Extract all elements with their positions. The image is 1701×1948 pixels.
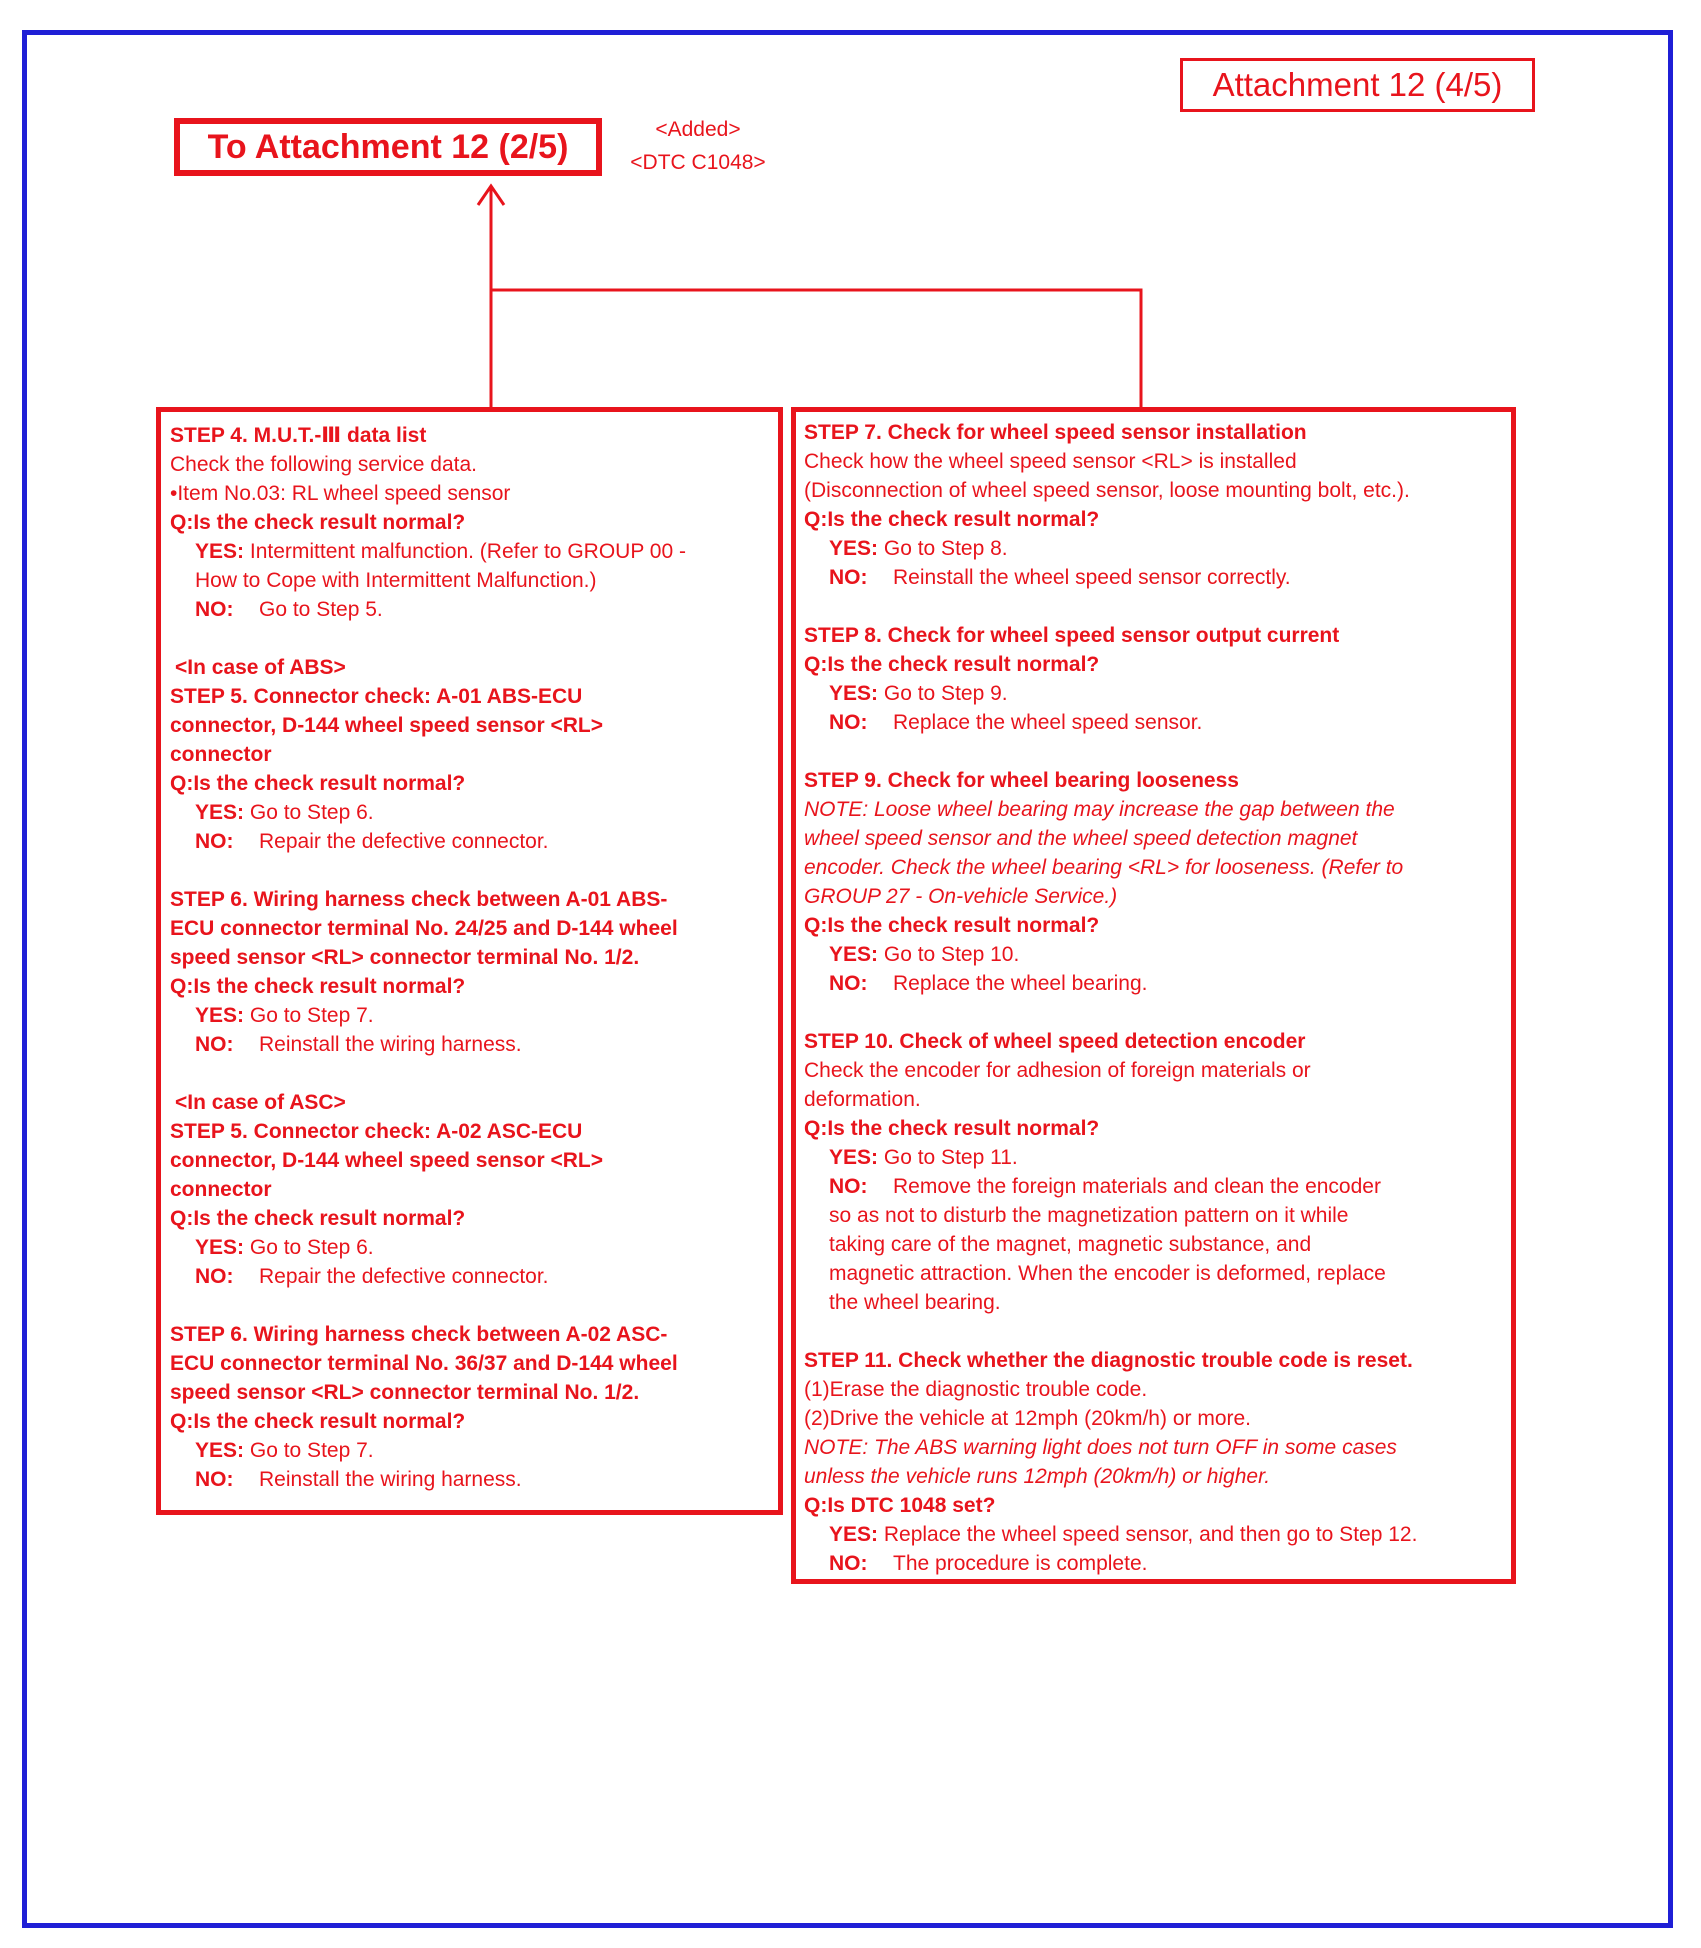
step4-question: Q:Is the check result normal? [170,511,466,534]
step8-question: Q:Is the check result normal? [804,653,1100,676]
attachment-label: Attachment 12 (4/5) [1180,58,1535,112]
no-label: NO: [829,711,868,734]
step9-title: STEP 9. Check for wheel bearing looseness [804,769,1239,792]
step10-no-text-3: taking care of the magnet, magnetic substance, and [829,1233,1312,1256]
step7-title: STEP 7. Check for wheel speed sensor installation [804,421,1307,444]
step10-no-text-4: magnetic attraction. When the encoder is deformed, replace [829,1262,1386,1285]
step4-yes [170,537,770,566]
step7-no [804,563,1503,592]
step11-yes [804,1520,1503,1549]
abs-step6-yes [170,1001,770,1030]
asc-step6-no-text: Reinstall the wiring harness. [259,1468,522,1491]
step11-question: Q:Is DTC 1048 set? [804,1494,996,1517]
asc-step5-question: Q:Is the check result normal? [170,1207,466,1230]
step9-no [804,969,1503,998]
step10-no-text-1: Remove the foreign materials and clean the encoder [893,1175,1381,1198]
left-procedure-box [156,407,783,1515]
step11-no [804,1549,1503,1578]
asc-step5-title-3: connector [170,1178,272,1201]
step8-yes [804,679,1503,708]
abs-step5-title-2: connector, D-144 wheel speed sensor <RL> [170,714,603,737]
step10-question: Q:Is the check result normal? [804,1117,1100,1140]
asc-step5-yes-text: Go to Step 6. [249,1236,374,1259]
step10-title: STEP 10. Check of wheel speed detection encoder [804,1030,1306,1053]
abs-step5-title-3: connector [170,743,272,766]
step7-yes-text: Go to Step 8. [883,537,1008,560]
step10-yes-text: Go to Step 11. [883,1146,1018,1169]
step11-yes-text: Replace the wheel speed sensor, and then go to Step 12. [883,1523,1418,1546]
yes-label: YES: [829,1146,879,1169]
step10-no-text-2: so as not to disturb the magnetization pattern on it while [829,1204,1349,1227]
asc-step5-no-text: Repair the defective connector. [259,1265,549,1288]
yes-label: YES: [829,1523,879,1546]
abs-step5-no [170,827,770,856]
step4-no-text: Go to Step 5. [259,598,383,621]
step9-note-3: encoder. Check the wheel bearing <RL> for looseness. (Refer to [804,856,1404,879]
step11-note-2: unless the vehicle runs 12mph (20km/h) or higher. [804,1465,1271,1488]
step10-line2: deformation. [804,1088,921,1111]
no-label: NO: [195,1265,234,1288]
step7-yes [804,534,1503,563]
no-label: NO: [829,566,868,589]
asc-step5-title-2: connector, D-144 wheel speed sensor <RL> [170,1149,603,1172]
yes-label: YES: [195,1236,245,1259]
step10-no-text-5: the wheel bearing. [829,1291,1001,1314]
step10-yes [804,1143,1503,1172]
abs-step5-no-text: Repair the defective connector. [259,830,549,853]
step11-line2: (2)Drive the vehicle at 12mph (20km/h) or more. [804,1407,1251,1430]
asc-step6-title-3: speed sensor <RL> connector terminal No. 1/2. [170,1381,640,1404]
step11-line1: (1)Erase the diagnostic trouble code. [804,1378,1148,1401]
step4-yes-text-2: How to Cope with Intermittent Malfunction.) [195,569,597,592]
asc-step6-question: Q:Is the check result normal? [170,1410,466,1433]
abs-step5-yes [170,798,770,827]
asc-step6-no [170,1465,770,1494]
step7-line1: Check how the wheel speed sensor <RL> is installed [804,450,1297,473]
asc-step6-title-1: STEP 6. Wiring harness check between A-02 ASC- [170,1323,668,1346]
yes-label: YES: [195,801,245,824]
abs-step6-title-1: STEP 6. Wiring harness check between A-01 ABS- [170,888,668,911]
step10-no [804,1172,1503,1201]
asc-step5-title-1: STEP 5. Connector check: A-02 ASC-ECU [170,1120,583,1143]
asc-step6-yes-text: Go to Step 7. [249,1439,374,1462]
no-label: NO: [829,1552,868,1575]
step8-no-text: Replace the wheel speed sensor. [893,711,1203,734]
yes-label: YES: [829,537,879,560]
to-attachment-link[interactable]: To Attachment 12 (2/5) [174,118,602,176]
step10-line1: Check the encoder for adhesion of foreign materials or [804,1059,1311,1082]
step7-no-text: Reinstall the wheel speed sensor correctly. [893,566,1291,589]
step8-yes-text: Go to Step 9. [883,682,1008,705]
asc-step5-no [170,1262,770,1291]
yes-label: YES: [829,943,879,966]
step4-no [170,595,770,624]
asc-step6-title-2: ECU connector terminal No. 36/37 and D-144 wheel [170,1352,678,1375]
abs-step6-title-2: ECU connector terminal No. 24/25 and D-144 wheel [170,917,678,940]
step7-line2: (Disconnection of wheel speed sensor, loose mounting bolt, etc.). [804,479,1410,502]
step9-note-2: wheel speed sensor and the wheel speed detection magnet [804,827,1358,850]
step9-question: Q:Is the check result normal? [804,914,1100,937]
yes-label: YES: [195,1004,245,1027]
step11-no-text: The procedure is complete. [893,1552,1148,1575]
no-label: NO: [195,1468,234,1491]
no-label: NO: [195,598,234,621]
abs-step6-no-text: Reinstall the wiring harness. [259,1033,522,1056]
no-label: NO: [829,972,868,995]
right-procedure-box [791,407,1516,1584]
yes-label: YES: [195,540,245,563]
step4-title: STEP 4. M.U.T.-Ⅲ data list [170,424,427,447]
abs-step5-title-1: STEP 5. Connector check: A-01 ABS-ECU [170,685,583,708]
asc-step6-yes [170,1436,770,1465]
abs-step5-yes-text: Go to Step 6. [249,801,374,824]
yes-label: YES: [195,1439,245,1462]
step11-title: STEP 11. Check whether the diagnostic trouble code is reset. [804,1349,1413,1372]
asc-step5-yes [170,1233,770,1262]
step4-line1: Check the following service data. [170,453,477,476]
no-label: NO: [195,830,234,853]
step8-no [804,708,1503,737]
step4-yes-text-1: Intermittent malfunction. (Refer to GROUP 00 - [249,540,686,563]
step9-note-1: NOTE: Loose wheel bearing may increase the gap between the [804,798,1395,821]
no-label: NO: [829,1175,868,1198]
dtc-label: <DTC C1048> [630,151,766,174]
step8-title: STEP 8. Check for wheel speed sensor output current [804,624,1340,647]
no-label: NO: [195,1033,234,1056]
abs-step6-no [170,1030,770,1059]
yes-label: YES: [829,682,879,705]
abs-case-label: <In case of ABS> [175,656,346,679]
abs-step6-yes-text: Go to Step 7. [249,1004,374,1027]
asc-case-label: <In case of ASC> [175,1091,346,1114]
added-label: <Added> [655,118,741,141]
step9-no-text: Replace the wheel bearing. [893,972,1148,995]
step9-note-4: GROUP 27 - On-vehicle Service.) [804,885,1118,908]
connector-branch [491,290,1141,407]
abs-step6-question: Q:Is the check result normal? [170,975,466,998]
abs-step5-question: Q:Is the check result normal? [170,772,466,795]
step11-note-1: NOTE: The ABS warning light does not turn OFF in some cases [804,1436,1397,1459]
abs-step6-title-3: speed sensor <RL> connector terminal No. 1/2. [170,946,640,969]
step4-line2: •Item No.03: RL wheel speed sensor [170,482,511,505]
step9-yes [804,940,1503,969]
step7-question: Q:Is the check result normal? [804,508,1100,531]
step9-yes-text: Go to Step 10. [883,943,1020,966]
